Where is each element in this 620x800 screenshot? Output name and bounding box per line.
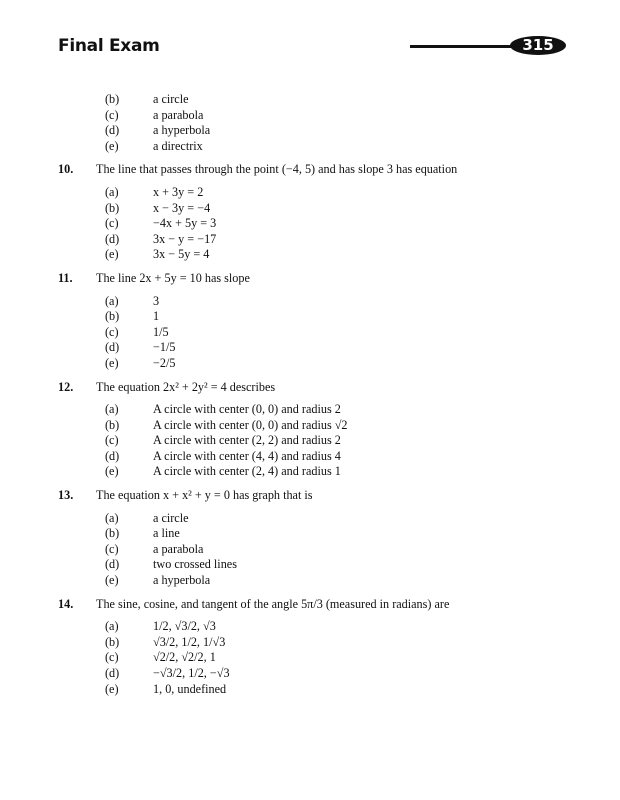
choice-text: A circle with center (2, 4) and radius 1 bbox=[153, 464, 341, 479]
choice-letter: (b) bbox=[105, 92, 120, 106]
choice-item bbox=[58, 309, 498, 325]
choice-letter: (b) bbox=[105, 417, 120, 432]
choice-item bbox=[58, 526, 498, 542]
choice-item bbox=[58, 573, 498, 589]
choice-letter: (a) bbox=[105, 293, 119, 308]
choice-text: 3x − 5y = 4 bbox=[153, 247, 210, 262]
choice-letter: (e) bbox=[105, 573, 119, 588]
choice-letter: (c) bbox=[105, 541, 119, 556]
choice-letter: (e) bbox=[105, 138, 119, 153]
choice-letter: (d) bbox=[105, 448, 120, 463]
choice-list bbox=[58, 294, 498, 372]
choice-text: A circle with center (4, 4) and radius 4 bbox=[153, 448, 341, 463]
choice-text: 3x − y = −17 bbox=[153, 231, 217, 246]
choice-letter: (c) bbox=[105, 107, 119, 122]
choice-letter: (a) bbox=[105, 510, 119, 525]
choice-text: −4x + 5y = 3 bbox=[153, 216, 217, 231]
choice-text: √2/2, √2/2, 1 bbox=[153, 650, 216, 665]
page-header bbox=[58, 34, 568, 62]
choice-letter: (a) bbox=[105, 619, 119, 634]
page-number-badge: 315 bbox=[510, 36, 566, 55]
question-12 bbox=[58, 380, 498, 481]
choice-letter: (d) bbox=[105, 557, 120, 572]
choice-letter: (b) bbox=[105, 200, 120, 215]
choice-text: 3 bbox=[153, 293, 160, 308]
choice-text: 1/2, √3/2, √3 bbox=[153, 619, 216, 634]
question-text: The equation 2x² + 2y² = 4 describes bbox=[96, 379, 276, 394]
choice-text: A circle with center (0, 0) and radius √2 bbox=[153, 417, 348, 432]
choice-letter: (e) bbox=[105, 247, 119, 262]
choice-item bbox=[58, 201, 498, 217]
choice-list bbox=[58, 402, 498, 480]
choice-item bbox=[58, 247, 498, 263]
choice-text: a parabola bbox=[153, 107, 204, 122]
choice-item bbox=[58, 650, 498, 666]
choice-letter: (d) bbox=[105, 231, 120, 246]
choice-text: −2/5 bbox=[153, 355, 176, 370]
choice-item bbox=[58, 232, 498, 248]
page-title: Final Exam bbox=[58, 36, 160, 56]
question-13 bbox=[58, 488, 498, 589]
choice-item bbox=[58, 340, 498, 356]
question-number: 12. bbox=[58, 379, 74, 394]
choice-letter: (c) bbox=[105, 650, 119, 665]
choice-item bbox=[58, 666, 498, 682]
question-10 bbox=[58, 162, 498, 263]
choice-text: 1, 0, undefined bbox=[153, 681, 227, 696]
choice-letter: (b) bbox=[105, 526, 120, 541]
choice-text: x + 3y = 2 bbox=[153, 184, 204, 199]
choice-letter: (d) bbox=[105, 666, 120, 680]
choice-list bbox=[58, 185, 498, 263]
choice-text: two crossed lines bbox=[153, 557, 237, 572]
choice-letter: (e) bbox=[105, 681, 119, 696]
choice-item bbox=[58, 139, 498, 155]
choice-item bbox=[58, 464, 498, 480]
choice-item bbox=[58, 356, 498, 372]
choice-letter: (c) bbox=[105, 324, 119, 339]
choice-item bbox=[58, 123, 498, 139]
choice-text: √3/2, 1/2, 1/√3 bbox=[153, 634, 226, 649]
choice-text: A circle with center (2, 2) and radius 2 bbox=[153, 433, 341, 448]
question-number: 13. bbox=[58, 488, 74, 503]
choice-list bbox=[58, 511, 498, 589]
choice-text: A circle with center (0, 0) and radius 2 bbox=[153, 402, 341, 417]
choice-letter: (b) bbox=[105, 309, 120, 324]
choice-text: a hyperbola bbox=[153, 573, 211, 588]
choice-item bbox=[58, 108, 498, 124]
choice-item bbox=[58, 418, 498, 434]
choice-text: a hyperbola bbox=[153, 123, 211, 138]
choice-item bbox=[58, 449, 498, 465]
choice-item bbox=[58, 185, 498, 201]
question-number: 10. bbox=[58, 162, 74, 177]
choice-item bbox=[58, 325, 498, 341]
choice-letter: (b) bbox=[105, 634, 120, 649]
choice-letter: (c) bbox=[105, 216, 119, 231]
choice-item bbox=[58, 542, 498, 558]
choice-text: 1 bbox=[153, 309, 160, 324]
choice-item bbox=[58, 294, 498, 310]
exam-content bbox=[58, 92, 498, 697]
question-14 bbox=[58, 597, 498, 698]
question-text: The sine, cosine, and tangent of the angle 5π/3 (measured in radians) are bbox=[96, 596, 450, 611]
choice-text: a line bbox=[153, 526, 180, 541]
choice-letter: (d) bbox=[105, 123, 120, 138]
choice-text: −√3/2, 1/2, −√3 bbox=[153, 666, 230, 680]
question-text: The line that passes through the point (−4, 5) and has slope 3 has equation bbox=[96, 162, 458, 177]
choice-text: a parabola bbox=[153, 541, 204, 556]
question-text: The equation x + x² + y = 0 has graph that is bbox=[96, 488, 313, 503]
choice-item bbox=[58, 402, 498, 418]
choice-text: a circle bbox=[153, 92, 189, 106]
choice-list bbox=[58, 619, 498, 697]
choice-text: x − 3y = −4 bbox=[153, 200, 211, 215]
choice-letter: (a) bbox=[105, 402, 119, 417]
choice-letter: (c) bbox=[105, 433, 119, 448]
choice-item bbox=[58, 92, 498, 108]
choice-letter: (e) bbox=[105, 355, 119, 370]
question-number: 11. bbox=[58, 270, 73, 285]
question-text: The line 2x + 5y = 10 has slope bbox=[96, 270, 250, 285]
question-11 bbox=[58, 271, 498, 372]
continued-choices bbox=[58, 92, 498, 154]
choice-letter: (d) bbox=[105, 340, 120, 355]
choice-text: 1/5 bbox=[153, 324, 169, 339]
choice-item bbox=[58, 619, 498, 635]
choice-item bbox=[58, 635, 498, 651]
choice-letter: (e) bbox=[105, 464, 119, 479]
question-number: 14. bbox=[58, 596, 74, 611]
choice-text: −1/5 bbox=[153, 340, 176, 355]
choice-item bbox=[58, 557, 498, 573]
choice-text: a circle bbox=[153, 510, 189, 525]
choice-letter: (a) bbox=[105, 184, 119, 199]
choice-item bbox=[58, 433, 498, 449]
choice-item bbox=[58, 216, 498, 232]
choice-item bbox=[58, 682, 498, 698]
choice-text: a directrix bbox=[153, 138, 203, 153]
choice-item bbox=[58, 511, 498, 527]
